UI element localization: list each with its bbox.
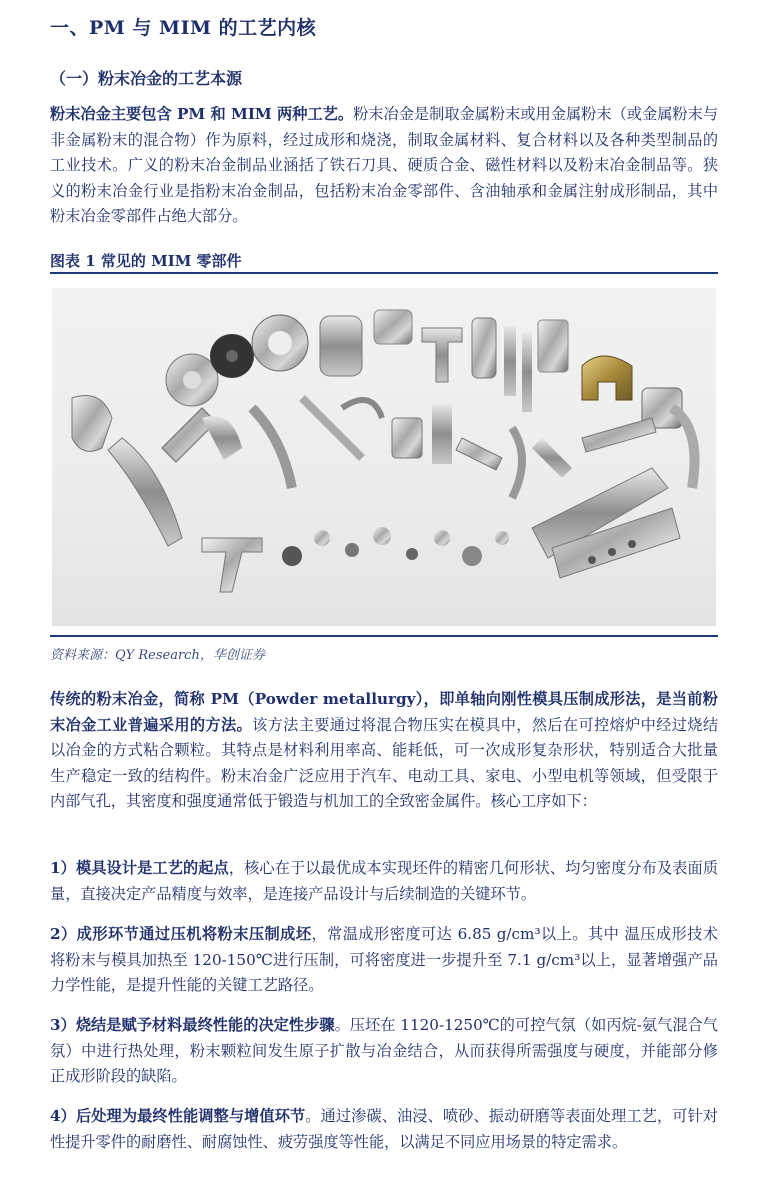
subsection-heading: （一）粉末冶金的工艺本源 [50,69,243,88]
intro-paragraph [50,102,718,230]
pm-paragraph [50,687,718,815]
step-2-body: ，常温成形密度可达 6.85 g/cm³以上。其中 温压成形技术 将粉末与模具加热至 120-150℃进行压制，可将密度进一步提升至 7.1 g/cm³以上，显著增强产品力学性能，是提升性能的关键工艺路径。 [50,925,718,994]
step-3-body: 。压坯在 1120-1250℃的可控气氛（如丙烷-氨气混合气氛）中进行热处理，粉末颗粒间发生原子扩散与冶金结合，从而获得所需强度与硬度，并能部分修正成形阶段的缺陷。 [50,1016,718,1085]
figure-bottom-rule [50,635,718,637]
intro-body: 粉末冶金是制取金属粉末或用金属粉末（或金属粉末与非金属粉末的混合物）作为原料，经过成形和烧浇，制取金属材料、复合材料以及各种类型制品的工业技术。广义的粉末冶金制品业涵括了铁石刀具、硬质合金、磁性材料以及粉末冶金制品等。狭义的粉末冶金行业是指粉末冶金制品，包括粉末冶金零部件、含油轴承和金属注射成形制品，其中粉末冶金零部件占绝大部分。 [50,105,719,225]
step-4-paragraph [50,1104,718,1155]
step-3-paragraph [50,1013,718,1090]
pm-body: 该方法主要通过将混合物压实在模具中，然后在可控熔炉中经过烧结以冶金的方式粘合颗粒。其特点是材料利用率高、能耗低，可一次成形复杂形状，特别适合大批量生产稳定一致的结构件。粉末冶金广泛应用于汽车、电动工具、家电、小型电机等领域，但受限于内部气孔，其密度和强度通常低于锻造与机加工的全致密金属件。核心工序如下： [50,715,719,810]
step-4-lead: 4）后处理为最终性能调整与增值环节 [50,1107,306,1125]
figure-title: 图表 1 常见的 MIM 零部件 [50,252,242,270]
step-2-lead: 2）成形环节通过压机将粉末压制成坯 [50,925,312,943]
step-1-body: ，核心在于以最优成本实现坯件的精密几何形状、均匀密度分布及表面质量，直接决定产品精度与效率，是连接产品设计与后续制造的关键环节。 [50,859,719,903]
step-2-paragraph [50,922,718,999]
step-3-lead: 3）烧结是赋予材料最终性能的决定性步骤 [50,1016,335,1034]
step-1-lead: 1）模具设计是工艺的起点 [50,859,229,877]
figure-source: 资料来源：QY Research，华创证券 [50,648,265,663]
pm-lead-bold: 传统的粉末冶金，简称 PM（Powder metallurgy），即单轴向刚性模具压制成形法，是当前粉末冶金工业普遍采用的方法。 [50,690,718,734]
figure-top-rule [50,272,718,274]
intro-lead-bold: 粉末冶金主要包含 PM 和 MIM 两种工艺。 [50,105,354,123]
mim-parts-photo [52,288,716,626]
step-1-paragraph [50,856,718,907]
step-4-body: 。通过渗碳、油浸、喷砂、振动研磨等表面处理工艺，可针对性提升零件的耐磨性、耐腐蚀性、疲劳强度等性能，以满足不同应用场景的特定需求。 [50,1107,718,1151]
section-heading: 一、PM 与 MIM 的工艺内核 [50,17,317,39]
